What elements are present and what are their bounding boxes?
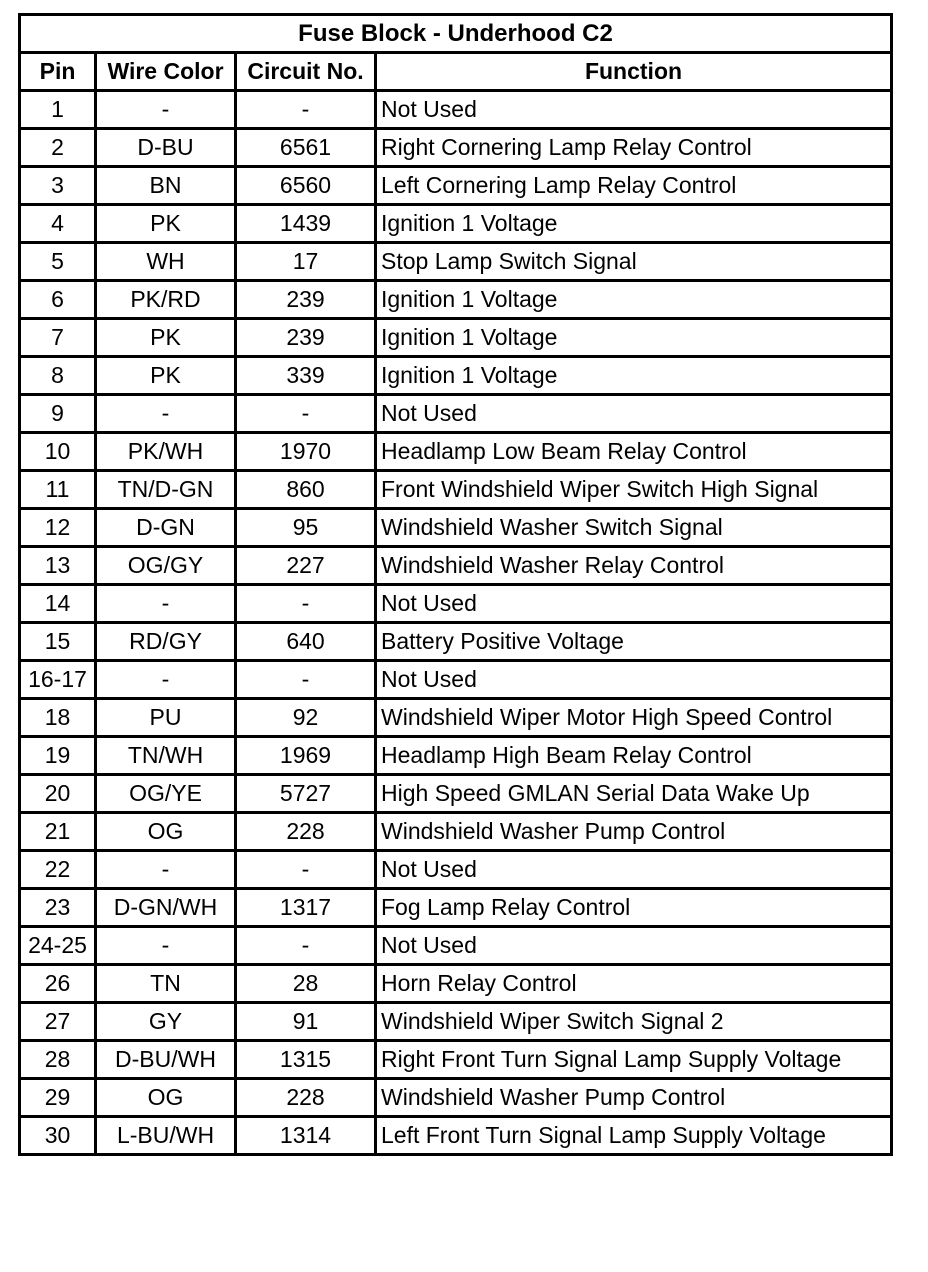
table-row bbox=[20, 851, 892, 889]
table-row bbox=[20, 623, 892, 661]
wire-color-cell: OG bbox=[96, 813, 236, 851]
circuit-number-cell: - bbox=[236, 927, 376, 965]
table-row bbox=[20, 129, 892, 167]
wire-color-cell: L-BU/WH bbox=[96, 1117, 236, 1155]
wire-color-cell: TN/D-GN bbox=[96, 471, 236, 509]
table-row bbox=[20, 889, 892, 927]
function-cell: Windshield Washer Relay Control bbox=[376, 547, 892, 585]
wire-color-cell: - bbox=[96, 585, 236, 623]
pin-cell: 11 bbox=[20, 471, 96, 509]
pin-cell: 19 bbox=[20, 737, 96, 775]
circuit-number-cell: 17 bbox=[236, 243, 376, 281]
table-row bbox=[20, 205, 892, 243]
pin-cell: 2 bbox=[20, 129, 96, 167]
wire-color-cell: RD/GY bbox=[96, 623, 236, 661]
circuit-number-cell: 92 bbox=[236, 699, 376, 737]
function-cell: Not Used bbox=[376, 851, 892, 889]
function-cell: Battery Positive Voltage bbox=[376, 623, 892, 661]
circuit-number-cell: 339 bbox=[236, 357, 376, 395]
circuit-number-cell: 860 bbox=[236, 471, 376, 509]
table-row bbox=[20, 471, 892, 509]
circuit-number-cell: - bbox=[236, 395, 376, 433]
wire-color-cell: D-BU/WH bbox=[96, 1041, 236, 1079]
circuit-number-cell: - bbox=[236, 851, 376, 889]
table-row bbox=[20, 319, 892, 357]
wire-color-cell: OG bbox=[96, 1079, 236, 1117]
circuit-number-cell: - bbox=[236, 585, 376, 623]
table-row bbox=[20, 281, 892, 319]
function-cell: Windshield Wiper Switch Signal 2 bbox=[376, 1003, 892, 1041]
pin-cell: 1 bbox=[20, 91, 96, 129]
wire-color-cell: TN bbox=[96, 965, 236, 1003]
table-title: Fuse Block - Underhood C2 bbox=[20, 15, 892, 53]
pin-cell: 5 bbox=[20, 243, 96, 281]
pin-cell: 14 bbox=[20, 585, 96, 623]
function-cell: Ignition 1 Voltage bbox=[376, 319, 892, 357]
wire-color-cell: D-BU bbox=[96, 129, 236, 167]
circuit-number-cell: 228 bbox=[236, 1079, 376, 1117]
circuit-number-cell: 228 bbox=[236, 813, 376, 851]
function-cell: Stop Lamp Switch Signal bbox=[376, 243, 892, 281]
header-function: Function bbox=[376, 53, 892, 91]
function-cell: Left Cornering Lamp Relay Control bbox=[376, 167, 892, 205]
function-cell: Fog Lamp Relay Control bbox=[376, 889, 892, 927]
wire-color-cell: PK bbox=[96, 205, 236, 243]
circuit-number-cell: 1314 bbox=[236, 1117, 376, 1155]
circuit-number-cell: 640 bbox=[236, 623, 376, 661]
function-cell: Not Used bbox=[376, 927, 892, 965]
wire-color-cell: D-GN/WH bbox=[96, 889, 236, 927]
function-cell: Not Used bbox=[376, 585, 892, 623]
table-row bbox=[20, 775, 892, 813]
table-row bbox=[20, 1079, 892, 1117]
table-row bbox=[20, 927, 892, 965]
pin-cell: 20 bbox=[20, 775, 96, 813]
circuit-number-cell: 1969 bbox=[236, 737, 376, 775]
connector-pinout-table bbox=[18, 13, 893, 1156]
wire-color-cell: - bbox=[96, 927, 236, 965]
title-row bbox=[20, 15, 892, 53]
pin-cell: 16-17 bbox=[20, 661, 96, 699]
pin-cell: 12 bbox=[20, 509, 96, 547]
circuit-number-cell: 1317 bbox=[236, 889, 376, 927]
pin-cell: 26 bbox=[20, 965, 96, 1003]
pin-cell: 23 bbox=[20, 889, 96, 927]
function-cell: Horn Relay Control bbox=[376, 965, 892, 1003]
wire-color-cell: BN bbox=[96, 167, 236, 205]
wire-color-cell: PK/WH bbox=[96, 433, 236, 471]
table-row bbox=[20, 737, 892, 775]
table-row bbox=[20, 167, 892, 205]
function-cell: Windshield Washer Pump Control bbox=[376, 813, 892, 851]
table-row bbox=[20, 433, 892, 471]
circuit-number-cell: - bbox=[236, 91, 376, 129]
function-cell: Front Windshield Wiper Switch High Signal bbox=[376, 471, 892, 509]
table-row bbox=[20, 661, 892, 699]
circuit-number-cell: 6561 bbox=[236, 129, 376, 167]
function-cell: Ignition 1 Voltage bbox=[376, 281, 892, 319]
wire-color-cell: D-GN bbox=[96, 509, 236, 547]
pin-cell: 4 bbox=[20, 205, 96, 243]
table-row bbox=[20, 1003, 892, 1041]
table-row bbox=[20, 91, 892, 129]
wire-color-cell: GY bbox=[96, 1003, 236, 1041]
circuit-number-cell: 239 bbox=[236, 319, 376, 357]
table-row bbox=[20, 395, 892, 433]
pin-cell: 27 bbox=[20, 1003, 96, 1041]
circuit-number-cell: 1970 bbox=[236, 433, 376, 471]
header-wire-color: Wire Color bbox=[96, 53, 236, 91]
function-cell: Ignition 1 Voltage bbox=[376, 357, 892, 395]
circuit-number-cell: 6560 bbox=[236, 167, 376, 205]
circuit-number-cell: 239 bbox=[236, 281, 376, 319]
wire-color-cell: PK bbox=[96, 357, 236, 395]
wire-color-cell: - bbox=[96, 395, 236, 433]
wire-color-cell: PU bbox=[96, 699, 236, 737]
function-cell: Windshield Wiper Motor High Speed Control bbox=[376, 699, 892, 737]
circuit-number-cell: 227 bbox=[236, 547, 376, 585]
circuit-number-cell: 28 bbox=[236, 965, 376, 1003]
pin-cell: 28 bbox=[20, 1041, 96, 1079]
wire-color-cell: PK bbox=[96, 319, 236, 357]
circuit-number-cell: 1439 bbox=[236, 205, 376, 243]
function-cell: Windshield Washer Pump Control bbox=[376, 1079, 892, 1117]
function-cell: Right Front Turn Signal Lamp Supply Voltage bbox=[376, 1041, 892, 1079]
table-row bbox=[20, 547, 892, 585]
header-row bbox=[20, 53, 892, 91]
function-cell: Headlamp High Beam Relay Control bbox=[376, 737, 892, 775]
pin-cell: 24-25 bbox=[20, 927, 96, 965]
circuit-number-cell: 95 bbox=[236, 509, 376, 547]
table-row bbox=[20, 509, 892, 547]
function-cell: High Speed GMLAN Serial Data Wake Up bbox=[376, 775, 892, 813]
wire-color-cell: WH bbox=[96, 243, 236, 281]
function-cell: Windshield Washer Switch Signal bbox=[376, 509, 892, 547]
pin-cell: 30 bbox=[20, 1117, 96, 1155]
circuit-number-cell: 1315 bbox=[236, 1041, 376, 1079]
pin-cell: 7 bbox=[20, 319, 96, 357]
header-circuit-number: Circuit No. bbox=[236, 53, 376, 91]
function-cell: Ignition 1 Voltage bbox=[376, 205, 892, 243]
pin-cell: 9 bbox=[20, 395, 96, 433]
pin-cell: 13 bbox=[20, 547, 96, 585]
wire-color-cell: TN/WH bbox=[96, 737, 236, 775]
pin-cell: 10 bbox=[20, 433, 96, 471]
table-row bbox=[20, 357, 892, 395]
wire-color-cell: PK/RD bbox=[96, 281, 236, 319]
pin-cell: 6 bbox=[20, 281, 96, 319]
circuit-number-cell: - bbox=[236, 661, 376, 699]
pin-cell: 21 bbox=[20, 813, 96, 851]
function-cell: Not Used bbox=[376, 395, 892, 433]
pin-cell: 29 bbox=[20, 1079, 96, 1117]
wire-color-cell: - bbox=[96, 851, 236, 889]
circuit-number-cell: 5727 bbox=[236, 775, 376, 813]
pin-cell: 3 bbox=[20, 167, 96, 205]
table-row bbox=[20, 243, 892, 281]
table-row bbox=[20, 813, 892, 851]
pin-cell: 15 bbox=[20, 623, 96, 661]
table-body bbox=[20, 91, 892, 1155]
table-row bbox=[20, 1041, 892, 1079]
wire-color-cell: OG/YE bbox=[96, 775, 236, 813]
wire-color-cell: - bbox=[96, 91, 236, 129]
function-cell: Not Used bbox=[376, 91, 892, 129]
wire-color-cell: OG/GY bbox=[96, 547, 236, 585]
function-cell: Right Cornering Lamp Relay Control bbox=[376, 129, 892, 167]
function-cell: Not Used bbox=[376, 661, 892, 699]
header-pin: Pin bbox=[20, 53, 96, 91]
table-row bbox=[20, 585, 892, 623]
table-row bbox=[20, 1117, 892, 1155]
table-row bbox=[20, 699, 892, 737]
function-cell: Headlamp Low Beam Relay Control bbox=[376, 433, 892, 471]
table-row bbox=[20, 965, 892, 1003]
circuit-number-cell: 91 bbox=[236, 1003, 376, 1041]
wire-color-cell: - bbox=[96, 661, 236, 699]
pin-cell: 8 bbox=[20, 357, 96, 395]
pin-cell: 22 bbox=[20, 851, 96, 889]
function-cell: Left Front Turn Signal Lamp Supply Voltage bbox=[376, 1117, 892, 1155]
pin-cell: 18 bbox=[20, 699, 96, 737]
